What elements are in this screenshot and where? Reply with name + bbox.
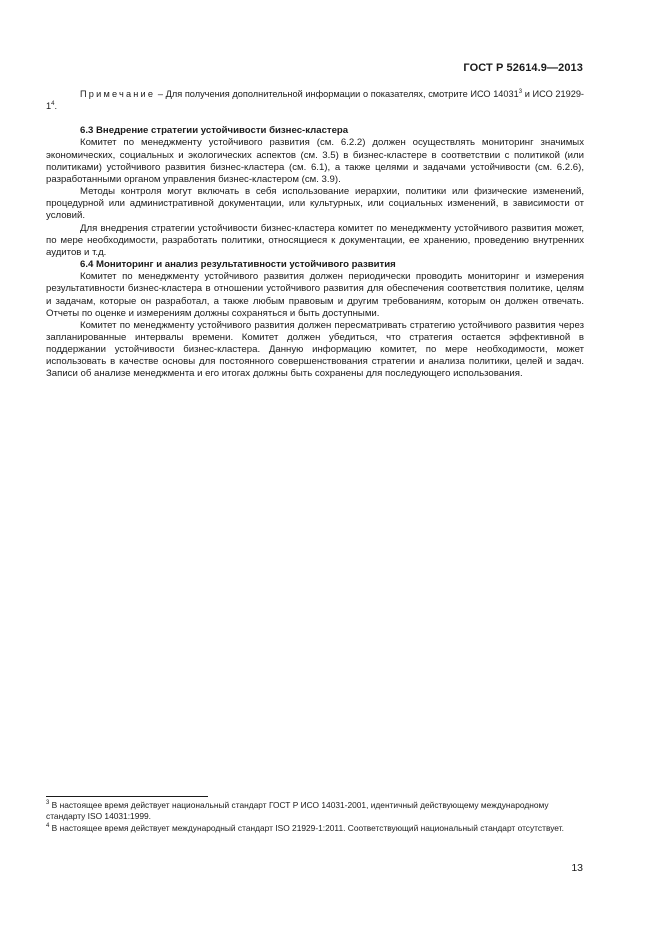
note xyxy=(46,88,584,112)
main-text xyxy=(46,88,584,381)
footnote-mark-3: 3 xyxy=(46,800,50,806)
page-number: 13 xyxy=(571,862,583,874)
note-text-middle: и ИСО 21929-1 xyxy=(46,89,584,112)
standard-code: ГОСТ Р 52614.9—2013 xyxy=(463,62,583,74)
footnote-mark-4: 4 xyxy=(46,822,50,829)
paragraph-6-3-1: Комитет по менеджменту устойчивого развития (см. 6.2.2) должен осуществлять мониторинг значимых экономических, социальных и экологических аспектов (см. 3.5) в бизнес-кластере в соответствии с политикой (или политиками) устойчивого развития бизнес-кластера (см. 6.1), а также целями и задачами устойчивости (см. 6.2.6), разработанными органом управления бизнес-кластером (см. 3.9). xyxy=(46,137,584,185)
footnote-text-4: В настоящее время действует международный стандарт ISO 21929-1:2011. Соответствующий национальный стандарт отсутствует. xyxy=(49,822,564,833)
section-heading-6-4: 6.4 Мониторинг и анализ результативности устойчивого развития xyxy=(80,259,396,271)
footnote-4 xyxy=(46,823,584,834)
footnote-text-3: В настоящее время действует национальный стандарт ГОСТ Р ИСО 14031-2001, идентичный действующему международному стандарту ISO 14031:1999. xyxy=(46,800,549,822)
section-heading-6-3: 6.3 Внедрение стратегии устойчивости бизнес-кластера xyxy=(80,125,349,137)
note-label: Примечание xyxy=(80,89,156,99)
footnotes xyxy=(46,800,584,834)
footnote-divider xyxy=(46,796,208,797)
note-footnote-ref-3[interactable]: 3 xyxy=(518,89,523,95)
paragraph-6-4-2: Комитет по менеджменту устойчивого развития должен пересматривать стратегию устойчивого развития через запланированные интервалы времени. Комитет должен убедиться, что стратегия остается эффективной в поддержании устойчивости бизнес-кластера. Данную информацию комитет, по мере необходимости, может использовать в качестве основы для постоянного совершенствования стратегии и анализа политики, целей и задач. Записи об анализе менеджмента и его итогах должны быть сохранены для последующего использования. xyxy=(46,319,584,380)
note-footnote-ref-4[interactable]: 4 xyxy=(51,101,55,108)
note-text-after: . xyxy=(54,101,58,112)
paragraph-6-4-1: Комитет по менеджменту устойчивого развития должен периодически проводить мониторинг и измерения результативности бизнес-кластера в отношении устойчивого развития для обеспечения соответствия политике, целям и задачам, которые он разработал, а также любым правовым и другим требованиям, которым он должен отвечать. Отчеты по оценке и измерениям должны сохраняться и быть доступными. xyxy=(46,271,584,319)
paragraph-6-3-3: Для внедрения стратегии устойчивости бизнес-кластера комитет по менеджменту устойчивого развития может, по мере необходимости, разработать политики, относящиеся к документации, ее хранению, проведению внутренних аудитов и т.д. xyxy=(46,222,584,258)
paragraph-6-3-2: Методы контроля могут включать в себя использование иерархии, политики или физические изменений, процедурной или административной документации, или культурных, или социальных изменений, в зависимости от условий. xyxy=(46,186,584,222)
footnote-3 xyxy=(46,800,584,823)
note-text-before: – Для получения дополнительной информации о показателях, смотрите ИСО 14031 xyxy=(155,89,519,99)
